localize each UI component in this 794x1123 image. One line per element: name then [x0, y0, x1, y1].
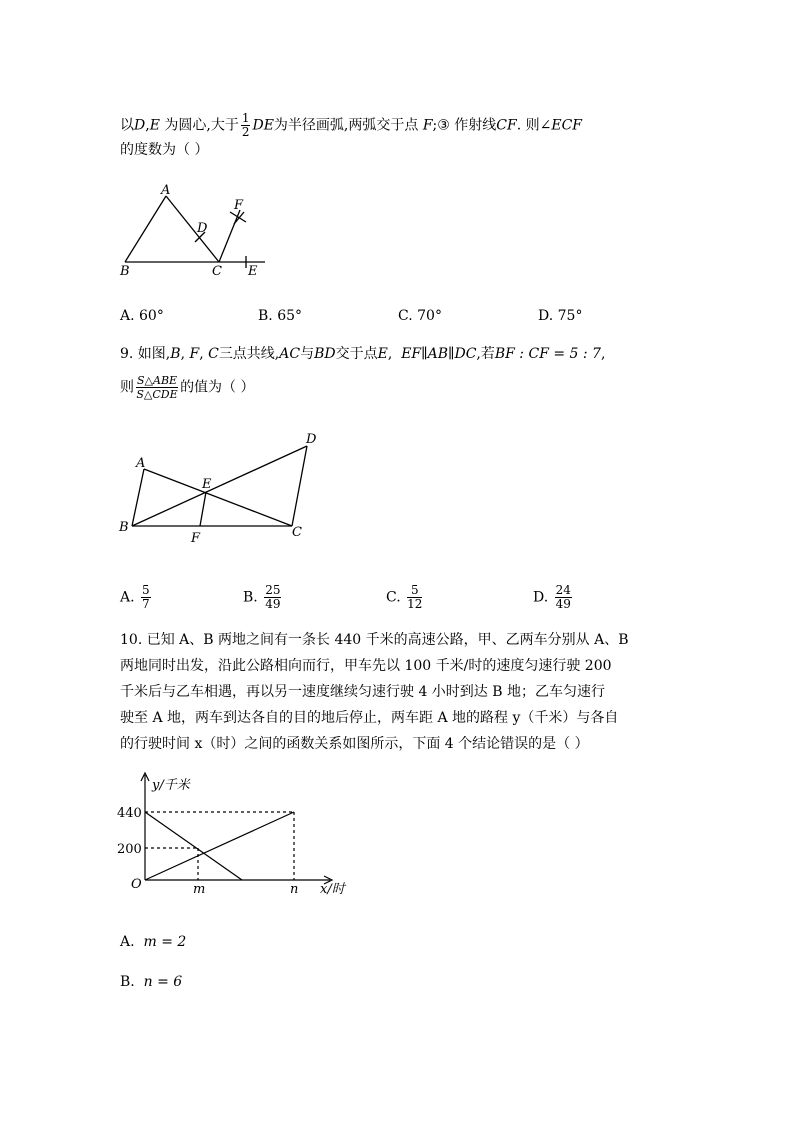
q9-label-E: E	[202, 477, 212, 492]
q9-option-b[interactable]: B. $\frac{25}{49}$	[243, 583, 281, 611]
q9-label-F: F	[191, 531, 201, 546]
q9-option-c[interactable]: C. $\frac{5}{12}$	[386, 583, 423, 611]
q10-stem-line3: 千米后与乙车相遇，再以另一速度继续匀速行驶 4 小时到达 B 地；乙车匀速行	[120, 684, 605, 700]
q8-label-B: B	[120, 264, 130, 279]
q10-tick-200: 200	[117, 842, 142, 857]
q10-tick-440: 440	[117, 806, 142, 821]
q9-label-B: B	[119, 520, 129, 535]
q8-label-A: A	[161, 183, 171, 198]
q10-stem-line1: 10. 已知 A、B 两地之间有一条长 440 千米的高速公路，甲、乙两车分别从 A、B	[120, 632, 629, 648]
q8-stem-line1: 以D,E 为圆心,大于 $\frac{1}{2}$ DE为半径画弧,两弧交于点 F;③ 作射线CF. 则∠ECF	[120, 111, 582, 139]
q8-option-c[interactable]: C. 70°	[398, 308, 442, 324]
q10-option-a[interactable]: A. m = 2	[120, 934, 187, 950]
q10-y-axis-label: y/千米	[152, 778, 190, 793]
q10-tick-n: n	[290, 882, 299, 897]
q10-x-axis-label: x/时	[320, 882, 345, 897]
q9-stem-line2: 则 $\frac{\text{S△ABE}}{\text{S△CDE}}$ 的值为（ ）	[120, 374, 255, 401]
q8-label-D: D	[197, 221, 208, 236]
q10-origin-label: O	[131, 877, 142, 892]
q10-option-b[interactable]: B. n = 6	[120, 974, 183, 990]
q10-stem-line2: 两地同时出发，沿此公路相向而行，甲车先以 100 千米/时的速度匀速行驶 200	[120, 658, 612, 674]
q8-label-C: C	[212, 264, 222, 279]
q9-label-A: A	[136, 456, 146, 471]
q9-area-fraction: $\frac{\text{S△ABE}}{\text{S△CDE}}$	[136, 374, 178, 401]
q9-option-d[interactable]: D. $\frac{24}{49}$	[533, 583, 571, 611]
q8-label-E: E	[248, 264, 258, 279]
q8-option-b[interactable]: B. 65°	[258, 308, 303, 324]
q10-stem-line5: 的行驶时间 x（时）之间的函数关系如图所示，下面 4 个结论错误的是（ ）	[120, 736, 589, 752]
q8-label-F: F	[234, 198, 244, 213]
q9-option-a[interactable]: A. $\frac{5}{7}$	[120, 583, 150, 611]
q10-stem-line4: 驶至 A 地，两车到达各自的目的地后停止，两车距 A 地的路程 y（千米）与各自	[120, 710, 619, 726]
q8-option-a[interactable]: A. 60°	[120, 308, 164, 324]
q8-option-d[interactable]: D. 75°	[538, 308, 583, 324]
q9-label-D: D	[306, 432, 317, 447]
q9-stem-line1: 9. 如图,B, F, C三点共线,AC与BD交于点E, EF∥AB∥DC,若BF : CF = 5 : 7,	[120, 346, 606, 362]
q8-half-fraction: $\frac{1}{2}$	[241, 111, 250, 139]
q10-tick-m: m	[193, 882, 206, 897]
q9-label-C: C	[292, 525, 302, 540]
q8-stem-line2: 的度数为（ ）	[120, 142, 209, 158]
